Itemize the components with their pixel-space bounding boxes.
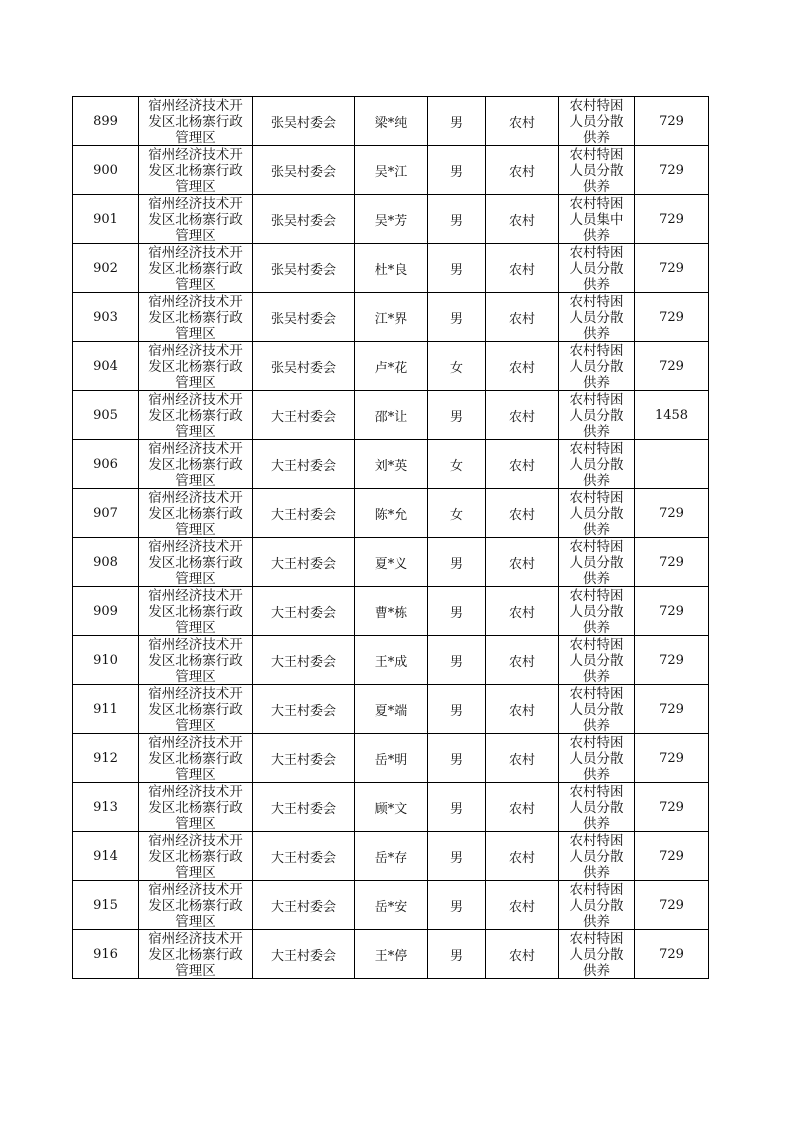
person-name-cell: 王*成	[355, 636, 428, 685]
support-category-cell-line: 农村特困	[569, 588, 624, 604]
district-cell-line: 管理区	[175, 571, 216, 586]
support-category-cell	[559, 636, 635, 685]
support-category-cell-line: 农村特困	[569, 735, 624, 751]
amount-cell: 1458	[635, 391, 709, 440]
amount-cell: 729	[635, 195, 709, 244]
district-cell	[139, 342, 253, 391]
district-cell-line: 发区北杨寨行政	[148, 310, 243, 326]
district-cell-line: 发区北杨寨行政	[148, 506, 243, 522]
table-row	[73, 244, 709, 293]
support-category-cell-line: 农村特困	[569, 784, 624, 800]
support-category-cell	[559, 146, 635, 195]
support-category-cell-line: 人员分散	[569, 163, 624, 179]
village-committee-cell: 大王村委会	[253, 832, 355, 881]
support-category-cell	[559, 734, 635, 783]
district-cell-line: 宿州经济技术开	[148, 245, 243, 261]
support-category-cell-line: 农村特困	[569, 833, 624, 849]
district-cell-line: 宿州经济技术开	[148, 784, 243, 800]
support-category-cell-line: 农村特困	[569, 637, 624, 653]
roster-table-container	[72, 96, 709, 979]
table-row	[73, 195, 709, 244]
district-cell-line: 宿州经济技术开	[148, 343, 243, 359]
table-row	[73, 832, 709, 881]
support-category-cell	[559, 342, 635, 391]
support-category-cell-line: 供养	[583, 130, 610, 145]
row-number-cell: 899	[73, 97, 139, 146]
row-number-cell: 903	[73, 293, 139, 342]
support-category-cell-line: 供养	[583, 326, 610, 341]
residence-type-cell: 农村	[486, 391, 559, 440]
district-cell-line: 发区北杨寨行政	[148, 898, 243, 914]
district-cell-line: 宿州经济技术开	[148, 196, 243, 212]
person-name-cell: 卢*花	[355, 342, 428, 391]
district-cell	[139, 489, 253, 538]
support-category-cell-line: 供养	[583, 179, 610, 194]
district-cell-line: 发区北杨寨行政	[148, 947, 243, 963]
support-category-cell-line: 农村特困	[569, 245, 624, 261]
residence-type-cell: 农村	[486, 244, 559, 293]
district-cell-line: 发区北杨寨行政	[148, 114, 243, 130]
person-name-cell: 岳*安	[355, 881, 428, 930]
village-committee-cell: 张吴村委会	[253, 244, 355, 293]
village-committee-cell: 大王村委会	[253, 734, 355, 783]
support-category-cell-line: 供养	[583, 620, 610, 635]
gender-cell: 女	[428, 342, 486, 391]
district-cell	[139, 195, 253, 244]
amount-cell: 729	[635, 783, 709, 832]
village-committee-cell: 大王村委会	[253, 440, 355, 489]
amount-cell: 729	[635, 538, 709, 587]
district-cell-line: 管理区	[175, 375, 216, 390]
support-category-cell-line: 人员分散	[569, 261, 624, 277]
row-number-cell: 900	[73, 146, 139, 195]
support-category-cell-line: 人员集中	[569, 212, 624, 228]
district-cell	[139, 685, 253, 734]
table-row	[73, 440, 709, 489]
residence-type-cell: 农村	[486, 587, 559, 636]
support-category-cell-line: 农村特困	[569, 931, 624, 947]
village-committee-cell: 大王村委会	[253, 783, 355, 832]
district-cell-line: 发区北杨寨行政	[148, 849, 243, 865]
village-committee-cell: 张吴村委会	[253, 342, 355, 391]
gender-cell: 男	[428, 195, 486, 244]
district-cell-line: 管理区	[175, 179, 216, 194]
support-category-cell-line: 供养	[583, 816, 610, 831]
support-category-cell	[559, 489, 635, 538]
residence-type-cell: 农村	[486, 489, 559, 538]
district-cell	[139, 293, 253, 342]
table-row	[73, 538, 709, 587]
support-category-cell-line: 人员分散	[569, 947, 624, 963]
district-cell-line: 宿州经济技术开	[148, 735, 243, 751]
person-name-cell: 杜*良	[355, 244, 428, 293]
person-name-cell: 吴*江	[355, 146, 428, 195]
row-number-cell: 904	[73, 342, 139, 391]
gender-cell: 男	[428, 881, 486, 930]
district-cell-line: 发区北杨寨行政	[148, 702, 243, 718]
amount-cell: 729	[635, 734, 709, 783]
district-cell-line: 宿州经济技术开	[148, 490, 243, 506]
gender-cell: 男	[428, 832, 486, 881]
amount-cell: 729	[635, 881, 709, 930]
support-category-cell-line: 农村特困	[569, 392, 624, 408]
table-row	[73, 489, 709, 538]
residence-type-cell: 农村	[486, 783, 559, 832]
support-category-cell-line: 人员分散	[569, 310, 624, 326]
district-cell-line: 管理区	[175, 914, 216, 929]
person-name-cell: 曹*栋	[355, 587, 428, 636]
support-category-cell-line: 供养	[583, 963, 610, 978]
district-cell	[139, 832, 253, 881]
residence-type-cell: 农村	[486, 97, 559, 146]
village-committee-cell: 大王村委会	[253, 881, 355, 930]
district-cell-line: 宿州经济技术开	[148, 147, 243, 163]
support-category-cell-line: 供养	[583, 767, 610, 782]
district-cell-line: 发区北杨寨行政	[148, 653, 243, 669]
amount-cell: 729	[635, 489, 709, 538]
row-number-cell: 901	[73, 195, 139, 244]
support-category-cell-line: 供养	[583, 718, 610, 733]
support-category-cell-line: 农村特困	[569, 343, 624, 359]
person-name-cell: 吴*芳	[355, 195, 428, 244]
gender-cell: 男	[428, 783, 486, 832]
residence-type-cell: 农村	[486, 832, 559, 881]
table-row	[73, 587, 709, 636]
person-name-cell: 江*界	[355, 293, 428, 342]
support-category-cell-line: 供养	[583, 277, 610, 292]
support-category-cell-line: 人员分散	[569, 114, 624, 130]
district-cell-line: 管理区	[175, 522, 216, 537]
table-row	[73, 734, 709, 783]
amount-cell: 729	[635, 832, 709, 881]
table-row	[73, 391, 709, 440]
support-category-cell-line: 人员分散	[569, 408, 624, 424]
district-cell-line: 宿州经济技术开	[148, 441, 243, 457]
support-category-cell	[559, 832, 635, 881]
district-cell	[139, 734, 253, 783]
support-category-cell-line: 人员分散	[569, 555, 624, 571]
support-category-cell-line: 农村特困	[569, 441, 624, 457]
district-cell-line: 管理区	[175, 669, 216, 684]
district-cell	[139, 244, 253, 293]
row-number-cell: 906	[73, 440, 139, 489]
village-committee-cell: 张吴村委会	[253, 293, 355, 342]
relief-roster-table	[72, 96, 709, 979]
support-category-cell-line: 供养	[583, 375, 610, 390]
support-category-cell	[559, 685, 635, 734]
gender-cell: 男	[428, 97, 486, 146]
table-body	[73, 97, 709, 979]
gender-cell: 女	[428, 440, 486, 489]
district-cell-line: 管理区	[175, 865, 216, 880]
amount-cell: 729	[635, 146, 709, 195]
amount-cell: 729	[635, 244, 709, 293]
gender-cell: 男	[428, 734, 486, 783]
table-row	[73, 97, 709, 146]
district-cell-line: 宿州经济技术开	[148, 686, 243, 702]
amount-cell	[635, 440, 709, 489]
district-cell	[139, 440, 253, 489]
support-category-cell	[559, 293, 635, 342]
district-cell-line: 宿州经济技术开	[148, 882, 243, 898]
row-number-cell: 907	[73, 489, 139, 538]
village-committee-cell: 张吴村委会	[253, 97, 355, 146]
district-cell-line: 管理区	[175, 326, 216, 341]
support-category-cell-line: 农村特困	[569, 882, 624, 898]
support-category-cell-line: 供养	[583, 669, 610, 684]
support-category-cell-line: 农村特困	[569, 196, 624, 212]
support-category-cell-line: 人员分散	[569, 800, 624, 816]
person-name-cell: 邵*让	[355, 391, 428, 440]
district-cell-line: 发区北杨寨行政	[148, 751, 243, 767]
gender-cell: 男	[428, 244, 486, 293]
district-cell-line: 宿州经济技术开	[148, 392, 243, 408]
district-cell-line: 宿州经济技术开	[148, 588, 243, 604]
row-number-cell: 916	[73, 930, 139, 979]
row-number-cell: 908	[73, 538, 139, 587]
support-category-cell	[559, 97, 635, 146]
row-number-cell: 912	[73, 734, 139, 783]
village-committee-cell: 大王村委会	[253, 391, 355, 440]
amount-cell: 729	[635, 636, 709, 685]
support-category-cell	[559, 391, 635, 440]
gender-cell: 男	[428, 293, 486, 342]
table-row	[73, 293, 709, 342]
support-category-cell	[559, 881, 635, 930]
amount-cell: 729	[635, 293, 709, 342]
person-name-cell: 刘*英	[355, 440, 428, 489]
village-committee-cell: 大王村委会	[253, 587, 355, 636]
village-committee-cell: 大王村委会	[253, 538, 355, 587]
district-cell-line: 发区北杨寨行政	[148, 212, 243, 228]
support-category-cell-line: 农村特困	[569, 490, 624, 506]
person-name-cell: 梁*纯	[355, 97, 428, 146]
support-category-cell-line: 人员分散	[569, 751, 624, 767]
support-category-cell-line: 人员分散	[569, 506, 624, 522]
district-cell	[139, 881, 253, 930]
village-committee-cell: 大王村委会	[253, 636, 355, 685]
district-cell-line: 发区北杨寨行政	[148, 604, 243, 620]
support-category-cell	[559, 538, 635, 587]
table-row	[73, 636, 709, 685]
support-category-cell-line: 供养	[583, 571, 610, 586]
district-cell-line: 宿州经济技术开	[148, 637, 243, 653]
district-cell-line: 管理区	[175, 473, 216, 488]
residence-type-cell: 农村	[486, 636, 559, 685]
gender-cell: 男	[428, 146, 486, 195]
residence-type-cell: 农村	[486, 146, 559, 195]
person-name-cell: 夏*端	[355, 685, 428, 734]
table-row	[73, 685, 709, 734]
district-cell-line: 管理区	[175, 963, 216, 978]
support-category-cell-line: 人员分散	[569, 359, 624, 375]
row-number-cell: 915	[73, 881, 139, 930]
support-category-cell-line: 人员分散	[569, 702, 624, 718]
district-cell	[139, 783, 253, 832]
district-cell-line: 管理区	[175, 277, 216, 292]
support-category-cell	[559, 244, 635, 293]
residence-type-cell: 农村	[486, 440, 559, 489]
table-row	[73, 342, 709, 391]
support-category-cell-line: 人员分散	[569, 898, 624, 914]
district-cell-line: 宿州经济技术开	[148, 294, 243, 310]
support-category-cell-line: 人员分散	[569, 604, 624, 620]
district-cell-line: 发区北杨寨行政	[148, 408, 243, 424]
residence-type-cell: 农村	[486, 734, 559, 783]
amount-cell: 729	[635, 587, 709, 636]
row-number-cell: 910	[73, 636, 139, 685]
row-number-cell: 911	[73, 685, 139, 734]
village-committee-cell: 大王村委会	[253, 685, 355, 734]
table-row	[73, 146, 709, 195]
district-cell-line: 管理区	[175, 228, 216, 243]
gender-cell: 男	[428, 636, 486, 685]
village-committee-cell: 大王村委会	[253, 489, 355, 538]
gender-cell: 男	[428, 538, 486, 587]
amount-cell: 729	[635, 685, 709, 734]
district-cell-line: 发区北杨寨行政	[148, 800, 243, 816]
support-category-cell-line: 人员分散	[569, 457, 624, 473]
support-category-cell	[559, 440, 635, 489]
district-cell-line: 管理区	[175, 816, 216, 831]
district-cell	[139, 930, 253, 979]
district-cell-line: 发区北杨寨行政	[148, 555, 243, 571]
person-name-cell: 岳*存	[355, 832, 428, 881]
row-number-cell: 905	[73, 391, 139, 440]
residence-type-cell: 农村	[486, 538, 559, 587]
support-category-cell	[559, 783, 635, 832]
village-committee-cell: 大王村委会	[253, 930, 355, 979]
row-number-cell: 914	[73, 832, 139, 881]
residence-type-cell: 农村	[486, 195, 559, 244]
table-row	[73, 783, 709, 832]
amount-cell: 729	[635, 930, 709, 979]
gender-cell: 男	[428, 930, 486, 979]
support-category-cell-line: 供养	[583, 424, 610, 439]
district-cell-line: 宿州经济技术开	[148, 931, 243, 947]
support-category-cell	[559, 587, 635, 636]
district-cell	[139, 97, 253, 146]
district-cell-line: 宿州经济技术开	[148, 833, 243, 849]
village-committee-cell: 张吴村委会	[253, 146, 355, 195]
support-category-cell	[559, 195, 635, 244]
district-cell	[139, 636, 253, 685]
district-cell	[139, 146, 253, 195]
district-cell-line: 发区北杨寨行政	[148, 457, 243, 473]
district-cell-line: 发区北杨寨行政	[148, 359, 243, 375]
gender-cell: 女	[428, 489, 486, 538]
residence-type-cell: 农村	[486, 881, 559, 930]
support-category-cell-line: 人员分散	[569, 653, 624, 669]
support-category-cell-line: 供养	[583, 914, 610, 929]
support-category-cell	[559, 930, 635, 979]
table-row	[73, 881, 709, 930]
district-cell	[139, 391, 253, 440]
district-cell	[139, 538, 253, 587]
gender-cell: 男	[428, 587, 486, 636]
support-category-cell-line: 农村特困	[569, 294, 624, 310]
district-cell-line: 管理区	[175, 424, 216, 439]
person-name-cell: 夏*义	[355, 538, 428, 587]
person-name-cell: 王*停	[355, 930, 428, 979]
residence-type-cell: 农村	[486, 342, 559, 391]
district-cell-line: 管理区	[175, 718, 216, 733]
table-row	[73, 930, 709, 979]
row-number-cell: 902	[73, 244, 139, 293]
support-category-cell-line: 供养	[583, 522, 610, 537]
person-name-cell: 岳*明	[355, 734, 428, 783]
district-cell-line: 管理区	[175, 130, 216, 145]
district-cell-line: 管理区	[175, 620, 216, 635]
district-cell-line: 发区北杨寨行政	[148, 261, 243, 277]
district-cell	[139, 587, 253, 636]
support-category-cell-line: 供养	[583, 228, 610, 243]
amount-cell: 729	[635, 97, 709, 146]
support-category-cell-line: 人员分散	[569, 849, 624, 865]
support-category-cell-line: 农村特困	[569, 686, 624, 702]
district-cell-line: 宿州经济技术开	[148, 98, 243, 114]
district-cell-line: 发区北杨寨行政	[148, 163, 243, 179]
residence-type-cell: 农村	[486, 685, 559, 734]
village-committee-cell: 张吴村委会	[253, 195, 355, 244]
district-cell-line: 宿州经济技术开	[148, 539, 243, 555]
row-number-cell: 913	[73, 783, 139, 832]
amount-cell: 729	[635, 342, 709, 391]
support-category-cell-line: 农村特困	[569, 539, 624, 555]
person-name-cell: 顾*文	[355, 783, 428, 832]
support-category-cell-line: 供养	[583, 473, 610, 488]
row-number-cell: 909	[73, 587, 139, 636]
residence-type-cell: 农村	[486, 930, 559, 979]
support-category-cell-line: 农村特困	[569, 147, 624, 163]
gender-cell: 男	[428, 391, 486, 440]
gender-cell: 男	[428, 685, 486, 734]
person-name-cell: 陈*允	[355, 489, 428, 538]
residence-type-cell: 农村	[486, 293, 559, 342]
district-cell-line: 管理区	[175, 767, 216, 782]
support-category-cell-line: 农村特困	[569, 98, 624, 114]
support-category-cell-line: 供养	[583, 865, 610, 880]
